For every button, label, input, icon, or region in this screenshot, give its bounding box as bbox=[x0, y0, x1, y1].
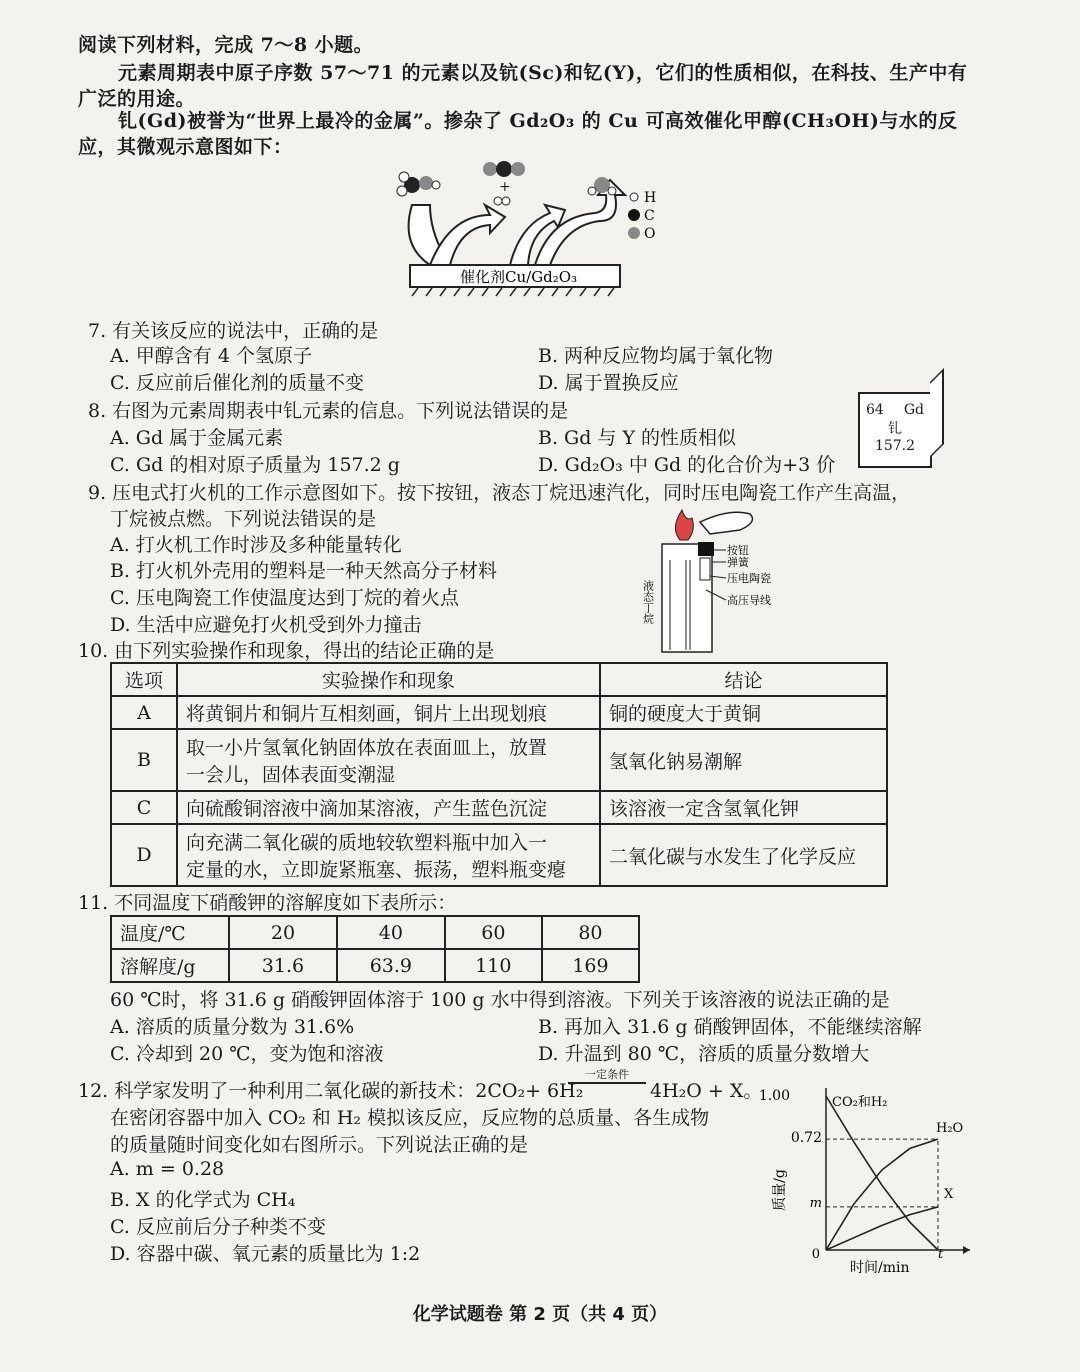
lighter-diagram bbox=[640, 500, 800, 655]
water-label: H₂O bbox=[936, 1121, 964, 1136]
origin-label: 0 bbox=[811, 1247, 820, 1262]
table-row bbox=[111, 824, 887, 886]
q11-option-b[interactable]: B. 再加入 31.6 g 硝酸钾固体，不能继续溶解 bbox=[538, 1016, 922, 1038]
table-header: 选项 bbox=[111, 663, 177, 696]
x-axis-arrow bbox=[963, 1246, 970, 1254]
q10-stem: 10. 由下列实验操作和现象，得出的结论正确的是 bbox=[78, 640, 495, 662]
q11-solubility-table bbox=[110, 915, 640, 983]
q11-stem: 11. 不同温度下硝酸钾的溶解度如下表所示： bbox=[78, 892, 457, 914]
q12-option-c[interactable]: C. 反应前后分子种类不变 bbox=[110, 1216, 326, 1238]
q12-stem-1b: 4H₂O + X。 bbox=[650, 1080, 763, 1102]
temp-label: 温度/℃ bbox=[111, 916, 229, 949]
reaction-diagram bbox=[390, 155, 690, 300]
q9-option-a[interactable]: A. 打火机工作时涉及多种能量转化 bbox=[110, 534, 402, 556]
q9-option-c[interactable]: C. 压电陶瓷工作使温度达到丁烷的着火点 bbox=[110, 587, 459, 609]
y-axis-label: 质量/g bbox=[772, 1169, 788, 1211]
intro-line-1: 阅读下列材料，完成 7～8 小题。 bbox=[78, 34, 374, 56]
reactants-label: CO₂和H₂ bbox=[832, 1095, 888, 1110]
svg-text:按钮: 按钮 bbox=[727, 544, 749, 557]
row-operation: 向充满二氧化碳的质地较软塑料瓶中加入一 定量的水，立即旋紧瓶塞、振荡，塑料瓶变瘪 bbox=[177, 824, 600, 886]
temp-cell: 80 bbox=[542, 916, 639, 949]
page-footer: 化学试题卷 第 2 页（共 4 页） bbox=[412, 1304, 668, 1325]
element-symbol: Gd bbox=[903, 402, 924, 418]
co2-molecule-icon bbox=[483, 161, 525, 177]
table-row bbox=[111, 791, 887, 824]
q7-option-a[interactable]: A. 甲醇含有 4 个氢原子 bbox=[110, 345, 312, 367]
q10-table bbox=[110, 662, 888, 887]
table-row bbox=[111, 696, 887, 729]
solubility-cell: 63.9 bbox=[337, 949, 445, 982]
solubility-cell: 169 bbox=[542, 949, 639, 982]
q7-option-b[interactable]: B. 两种反应物均属于氧化物 bbox=[538, 345, 774, 367]
q8-option-c[interactable]: C. Gd 的相对原子质量为 157.2 g bbox=[110, 454, 400, 476]
svg-text:高压导线: 高压导线 bbox=[727, 594, 771, 607]
element-name: 钆 bbox=[888, 421, 902, 437]
t-label: t bbox=[938, 1247, 944, 1262]
q12-option-b[interactable]: B. X 的化学式为 CH₄ bbox=[110, 1189, 296, 1211]
intro-line-2: 元素周期表中原子序数 57～71 的元素以及钪(Sc)和钇(Y)，它们的性质相似，在科技、生产中有 bbox=[118, 62, 968, 84]
q7-option-c[interactable]: C. 反应前后催化剂的质量不变 bbox=[110, 372, 364, 394]
row-conclusion: 铜的硬度大于黄铜 bbox=[600, 696, 887, 729]
q12-option-a[interactable]: A. m = 0.28 bbox=[110, 1158, 225, 1180]
row-option: A bbox=[111, 696, 177, 729]
legend bbox=[628, 190, 656, 242]
intro-line-4: 钆(Gd)被誉为“世界上最冷的金属”。掺杂了 Gd₂O₃ 的 Cu 可高效催化甲醇(CH₃OH)与水的反 bbox=[118, 110, 958, 132]
table-header: 实验操作和现象 bbox=[177, 663, 600, 696]
svg-text:液态丁烷: 液态丁烷 bbox=[641, 580, 655, 624]
q12-option-d[interactable]: D. 容器中碳、氧元素的质量比为 1:2 bbox=[110, 1243, 421, 1265]
q8-option-b[interactable]: B. Gd 与 Y 的性质相似 bbox=[538, 427, 737, 449]
plus-sign: + bbox=[499, 179, 511, 195]
q7-stem: 7. 有关该反应的说法中，正确的是 bbox=[88, 320, 379, 342]
svg-text:弹簧: 弹簧 bbox=[727, 556, 749, 569]
svg-text:压电陶瓷: 压电陶瓷 bbox=[727, 572, 771, 585]
intro-line-3: 广泛的用途。 bbox=[78, 88, 196, 110]
element-number: 64 bbox=[866, 402, 884, 418]
q11-option-d[interactable]: D. 升温到 80 ℃，溶质的质量分数增大 bbox=[538, 1043, 870, 1065]
row-conclusion: 氢氧化钠易潮解 bbox=[600, 729, 887, 791]
y-tick-label: 1.00 bbox=[758, 1088, 790, 1104]
x-product-label: X bbox=[944, 1187, 954, 1202]
solubility-cell: 110 bbox=[445, 949, 542, 982]
x-axis-label: 时间/min bbox=[850, 1260, 910, 1276]
row-option: B bbox=[111, 729, 177, 791]
catalyst-label: 催化剂Cu/Gd₂O₃ bbox=[460, 268, 578, 286]
row-option: D bbox=[111, 824, 177, 886]
row-option: C bbox=[111, 791, 177, 824]
q9-stem-1: 9. 压电式打火机的工作示意图如下。按下按钮，液态丁烷迅速汽化，同时压电陶瓷工作产生高温， bbox=[88, 482, 911, 504]
svg-text:O: O bbox=[644, 226, 656, 242]
q8-option-d[interactable]: D. Gd₂O₃ 中 Gd 的化合价为+3 价 bbox=[538, 454, 836, 476]
q12-stem-3: 的质量随时间变化如右图所示。下列说法正确的是 bbox=[110, 1134, 529, 1156]
temp-cell: 20 bbox=[229, 916, 337, 949]
temp-cell: 60 bbox=[445, 916, 542, 949]
q8-stem: 8. 右图为元素周期表中钆元素的信息。下列说法错误的是 bbox=[88, 400, 569, 422]
mass-time-graph bbox=[758, 1080, 980, 1280]
y-tick-label: 0.72 bbox=[790, 1130, 822, 1146]
table-row bbox=[111, 729, 887, 791]
row-conclusion: 二氧化碳与水发生了化学反应 bbox=[600, 824, 887, 886]
q9-option-b[interactable]: B. 打火机外壳用的塑料是一种天然高分子材料 bbox=[110, 560, 498, 582]
q11-option-c[interactable]: C. 冷却到 20 ℃，变为饱和溶液 bbox=[110, 1043, 384, 1065]
intro-line-5: 应，其微观示意图如下： bbox=[78, 136, 293, 158]
row-operation: 向硫酸铜溶液中滴加某溶液，产生蓝色沉淀 bbox=[177, 791, 600, 824]
series-line-2 bbox=[826, 1207, 938, 1250]
element-card-gd bbox=[858, 392, 932, 468]
q9-option-d[interactable]: D. 生活中应避免打火机受到外力撞击 bbox=[110, 614, 422, 636]
row-conclusion: 该溶液一定含氢氧化钾 bbox=[600, 791, 887, 824]
temp-cell: 40 bbox=[337, 916, 445, 949]
solubility-label: 溶解度/g bbox=[111, 949, 229, 982]
q8-option-a[interactable]: A. Gd 属于金属元素 bbox=[110, 427, 284, 449]
q11-option-a[interactable]: A. 溶质的质量分数为 31.6% bbox=[110, 1016, 355, 1038]
row-operation: 取一小片氢氧化钠固体放在表面皿上，放置 一会儿，固体表面变潮湿 bbox=[177, 729, 600, 791]
table-header: 结论 bbox=[600, 663, 887, 696]
q12-stem-2: 在密闭容器中加入 CO₂ 和 H₂ 模拟该反应，反应物的总质量、各生成物 bbox=[110, 1107, 710, 1129]
methanol-molecule-icon bbox=[397, 172, 440, 196]
svg-text:C: C bbox=[644, 208, 655, 224]
y-tick-label: m bbox=[809, 1196, 822, 1211]
q9-stem-2: 丁烷被点燃。下列说法错误的是 bbox=[110, 508, 377, 530]
q12-condition: 一定条件 bbox=[568, 1066, 646, 1084]
q7-option-d[interactable]: D. 属于置换反应 bbox=[538, 372, 679, 394]
solubility-cell: 31.6 bbox=[229, 949, 337, 982]
flame-icon bbox=[675, 510, 693, 540]
q11-stem-2: 60 ℃时，将 31.6 g 硝酸钾固体溶于 100 g 水中得到溶液。下列关于该溶液的说法正确的是 bbox=[110, 989, 890, 1011]
svg-text:H: H bbox=[644, 190, 657, 206]
q12-stem-1a: 12. 科学家发明了一种利用二氧化碳的新技术：2CO₂+ 6H₂ bbox=[78, 1080, 584, 1102]
element-mass: 157.2 bbox=[874, 438, 916, 454]
row-operation: 将黄铜片和铜片互相刻画，铜片上出现划痕 bbox=[177, 696, 600, 729]
series-line-0 bbox=[826, 1096, 938, 1250]
